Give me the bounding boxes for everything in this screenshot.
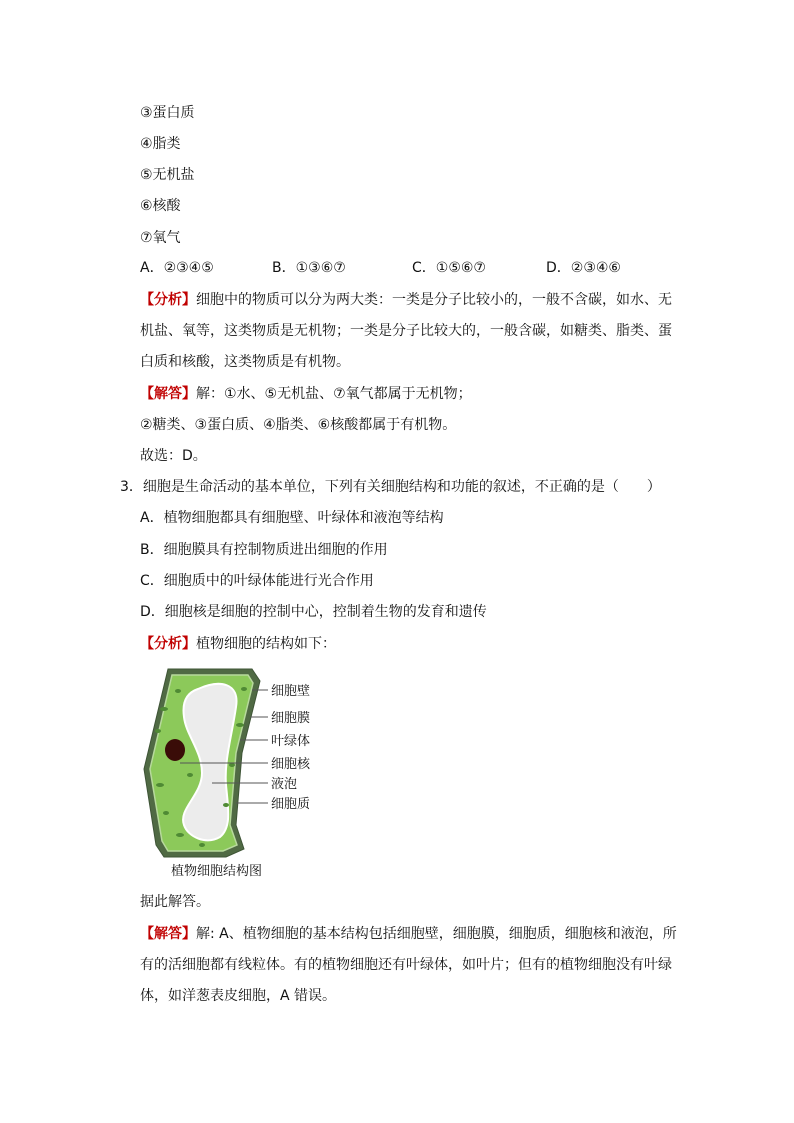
answer-line: 故选：D。 [140,448,207,464]
option-c: C．细胞质中的叶绿体能进行光合作用 [140,573,374,589]
label-nucleus: 细胞核 [271,757,311,772]
analysis-line [140,290,672,310]
option-c: C．①⑤⑥⑦ [412,260,486,276]
label-cell-membrane: 细胞膜 [271,711,311,726]
answer-line: 体，如洋葱表皮细胞，A 错误。 [140,988,337,1004]
option-a: A．植物细胞都具有细胞壁、叶绿体和液泡等结构 [140,510,444,526]
list-item: ⑤无机盐 [140,167,195,183]
option-a: A．②③④⑤ [140,260,214,276]
answer-tag: 【解答】 [140,926,196,942]
after-figure-text: 据此解答。 [140,894,210,910]
figure-caption: 植物细胞结构图 [171,864,263,879]
plant-cell-diagram [140,665,370,885]
list-item: ⑦氧气 [140,230,181,246]
question-stem: 3．细胞是生命活动的基本单位，下列有关细胞结构和功能的叙述，不正确的是（ ） [120,479,661,495]
answer-line: 有的活细胞都有线粒体。有的植物细胞还有叶绿体，如叶片；但有的植物细胞没有叶绿 [140,957,672,973]
nucleus-shape [165,739,185,761]
analysis-line: 白质和核酸，这类物质是有机物。 [140,354,350,370]
list-item: ④脂类 [140,136,181,152]
answer-line [140,924,677,944]
answer-text: 解：①水、⑤无机盐、⑦氧气都属于无机物； [196,386,472,402]
answer-line [140,384,472,404]
label-chloroplast: 叶绿体 [271,734,311,749]
list-item: ③蛋白质 [140,105,195,121]
analysis-line [140,634,336,654]
answer-text: 解: A、植物细胞的基本结构包括细胞壁，细胞膜，细胞质，细胞核和液泡，所 [196,926,677,942]
analysis-line: 机盐、氧等，这类物质是无机物；一类是分子比较大的，一般含碳，如糖类、脂类、蛋 [140,323,672,339]
option-b: B．细胞膜具有控制物质进出细胞的作用 [140,542,388,558]
label-vacuole: 液泡 [271,777,298,792]
analysis-text: 植物细胞的结构如下： [196,636,336,652]
analysis-tag: 【分析】 [140,292,196,308]
answer-line: ②糖类、③蛋白质、④脂类、⑥核酸都属于有机物。 [140,417,457,433]
list-item: ⑥核酸 [140,198,181,214]
option-b: B．①③⑥⑦ [272,260,346,276]
analysis-tag: 【分析】 [140,636,196,652]
label-cytoplasm: 细胞质 [271,797,311,812]
option-d: D．②③④⑥ [546,260,621,276]
answer-tag: 【解答】 [140,386,196,402]
analysis-text: 细胞中的物质可以分为两大类：一类是分子比较小的，一般不含碳，如水、无 [196,292,672,308]
option-d: D．细胞核是细胞的控制中心，控制着生物的发育和遗传 [140,604,487,620]
label-cell-wall: 细胞壁 [271,684,311,699]
